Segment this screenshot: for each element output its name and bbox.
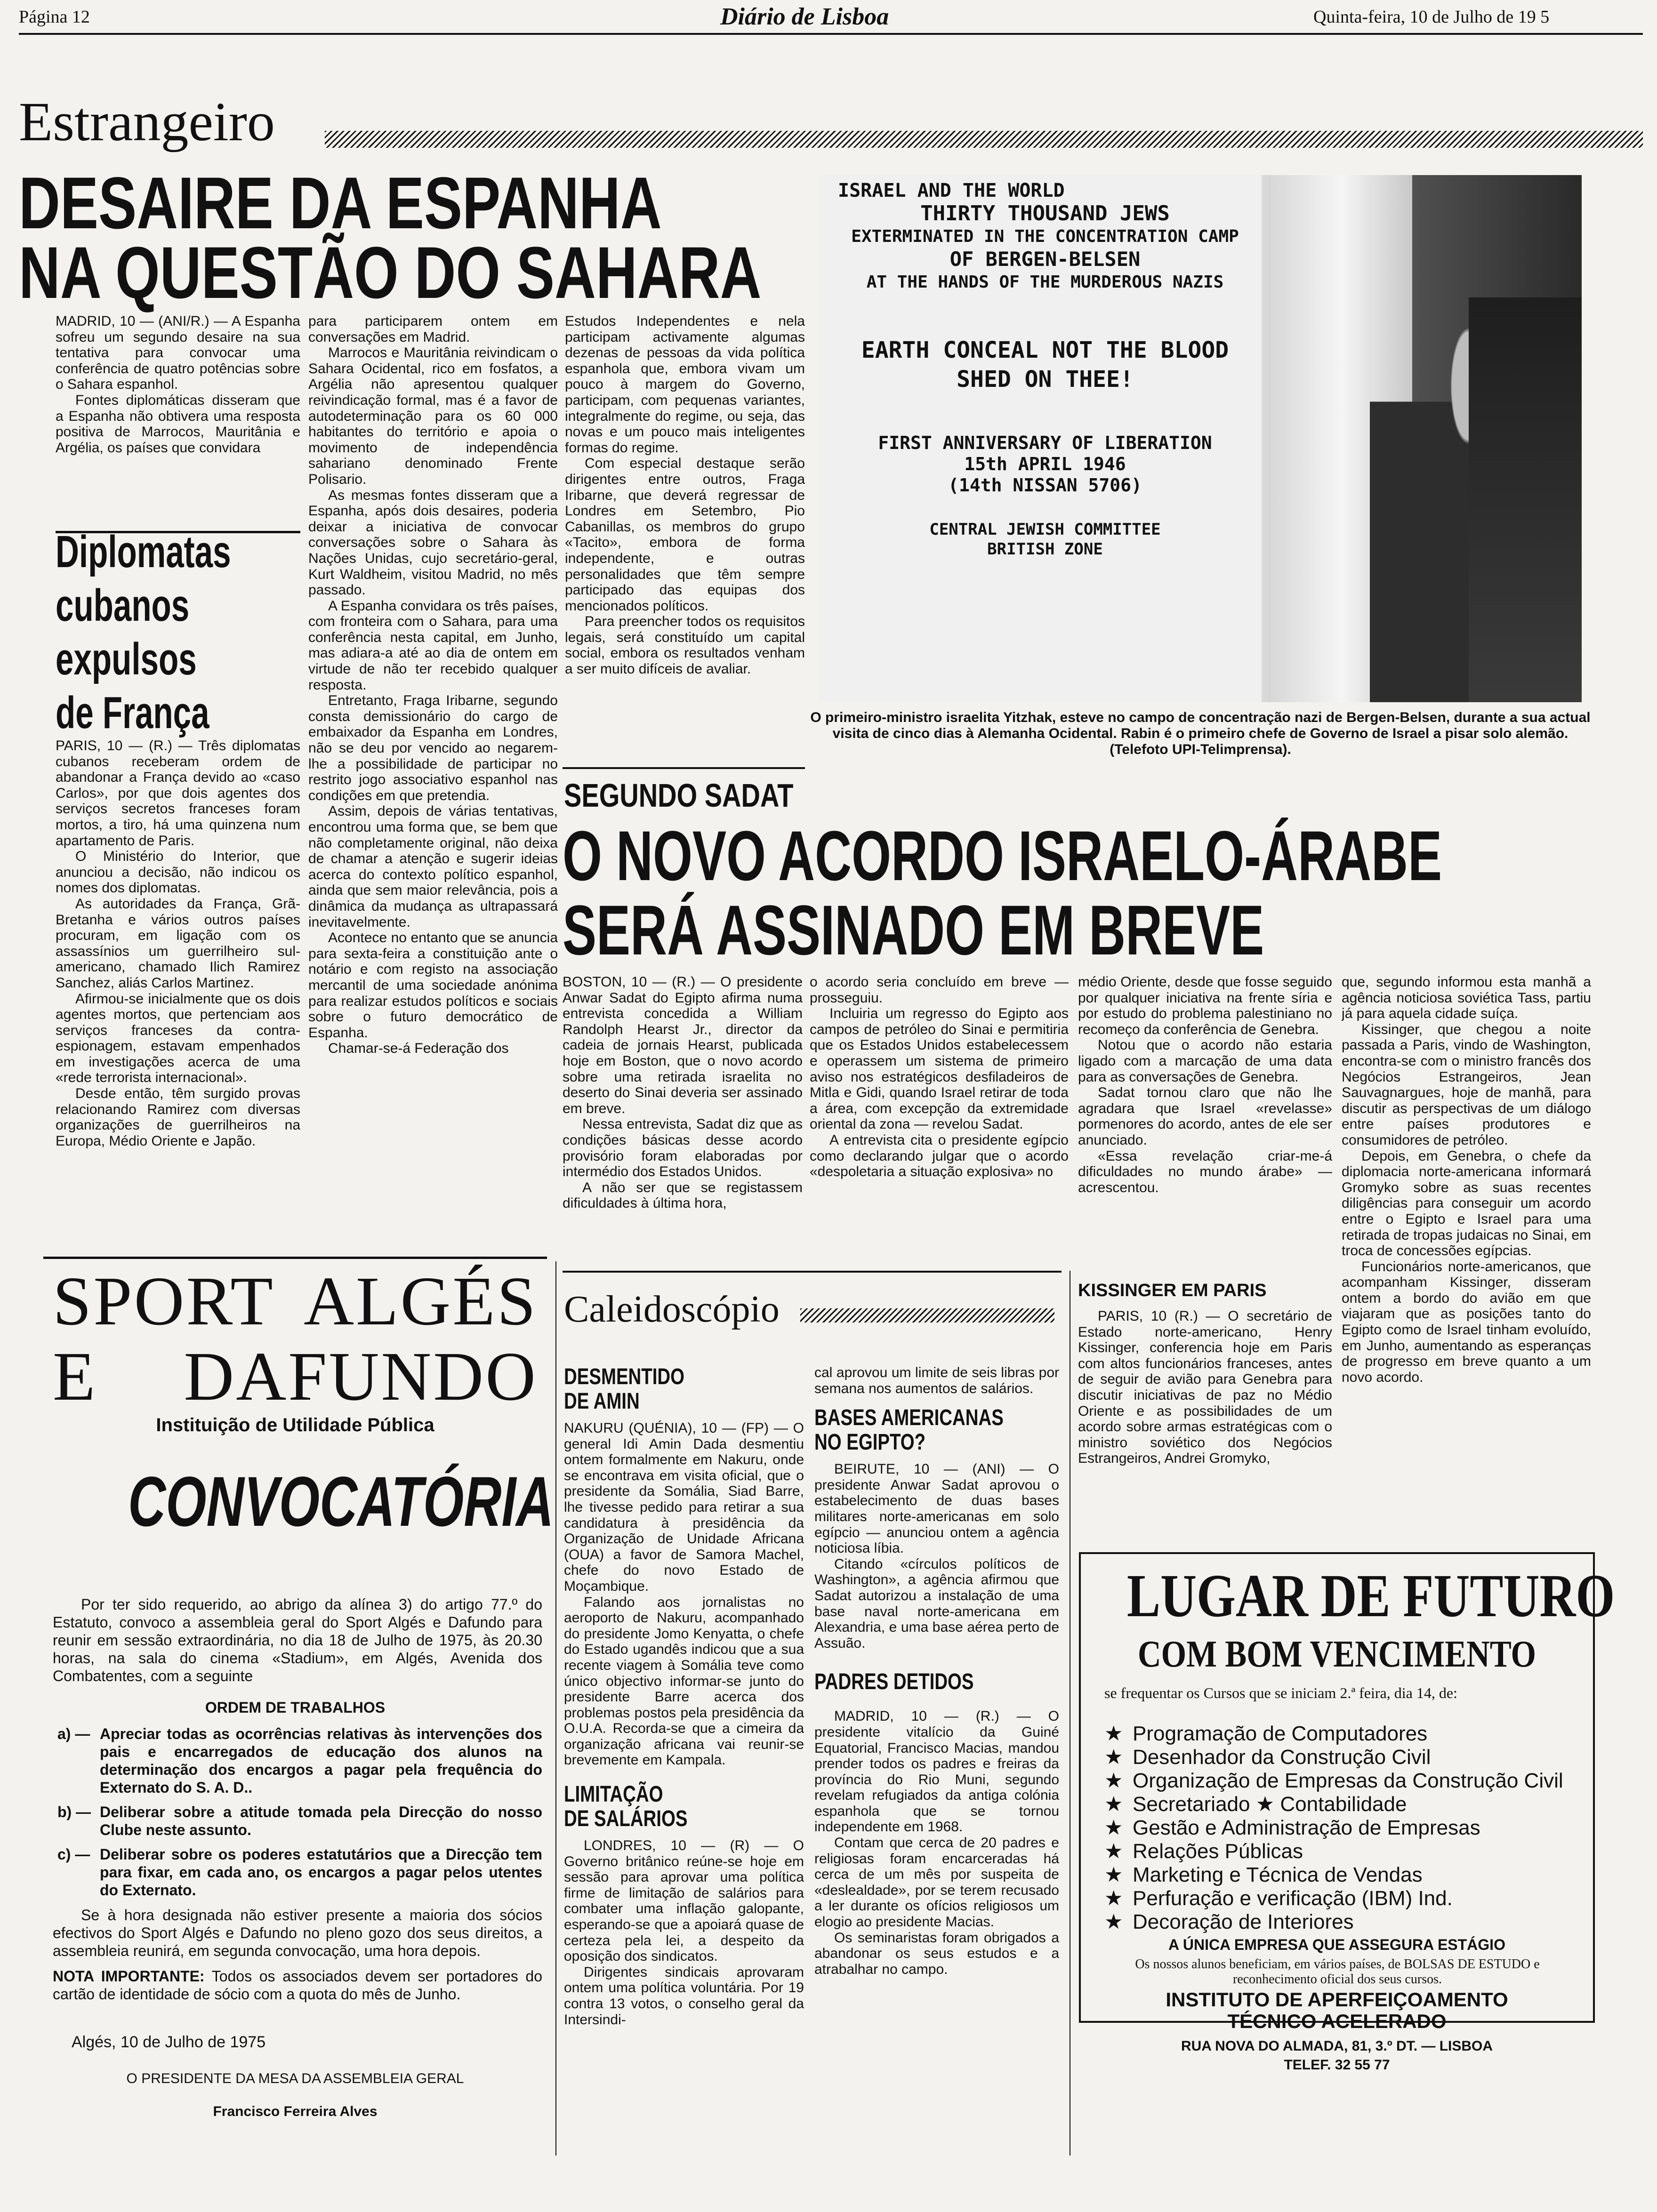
paragraph: Afirmou-se inicialmente que os dois agentes mortos, que pertenciam aos serviços franceses da contra-espionagem, estavam empenhados em investigações acerca de uma «rede terrorista internacional». — [56, 991, 300, 1086]
agenda-item-text: Apreciar todas as ocorrências relativas às intervenções dos pais e encarregados de educação dos alunos na determinação dos encargos a pagar pela frequência do Externato do S. A. D.. — [100, 1725, 542, 1796]
masthead-rule — [19, 33, 1643, 35]
sport-place-date: Algés, 10 de Julho de 1975 — [72, 2033, 266, 2051]
salarios-heading — [564, 1782, 756, 1831]
column-rule — [555, 1261, 556, 2156]
nota-text: Todos os associados devem ser portadores do cartão de identidade de sócio com a quota do mês de Junho. — [53, 1968, 543, 2003]
star-icon: ★ — [1104, 1769, 1123, 1792]
paragraph: NAKURU (QUÉNIA), 10 — (FP) — O general Idi Amin Dada desmentiu ontem formalmente em Nakuru, onde se encontrava em visita oficial, que o presidente da Somália, Siad Barre, lhe tivesse pedido para retirar a sua candidatura à presidência da Organização de Unidade Africana (OUA) a favor de Samora Machel, chefe do novo Estado de Moçambique. — [564, 1420, 804, 1594]
star-icon: ★ — [1104, 1840, 1123, 1863]
caleidoscopio-col-1 — [564, 1365, 804, 2160]
plaque-line: EXTERMINATED IN THE CONCENTRATION CAMP — [851, 227, 1239, 246]
heading-line: DE AMIN — [564, 1389, 640, 1414]
sadat-col-1 — [563, 974, 803, 1257]
issue-date: Quinta-feira, 10 de Julho de 19 5 — [1313, 7, 1550, 27]
paragraph: Estudos Independentes e nela participam activamente algumas dezenas de pessoas da vida política espanhola que, embora vivam um pouco à margem do Governo, participam, com pequenas variantes, integralmente do regime, ou seja, das novas e um pouco mais inteligentes formas do regime. — [565, 313, 805, 456]
heading-line: NO EGIPTO? — [814, 1430, 926, 1455]
paragraph: Para preencher todos os requisitos legais, será constituído um capital social, embora os resultados venham a ser muito difíceis de avaliar. — [565, 614, 805, 677]
sport-title-2: E DAFUNDO — [53, 1338, 538, 1415]
paragraph: Desde então, têm surgido provas relacionando Ramirez com diversas organizações de guerrilheiros na Europa, Médio Oriente e Japão. — [56, 1086, 300, 1149]
sport-signature-title: O PRESIDENTE DA MESA DA ASSEMBLEIA GERAL — [126, 2071, 464, 2086]
sport-top-rule — [43, 1257, 547, 1259]
sport-intro: Por ter sido requerido, ao abrigo da alínea 3) do artigo 77.º do Estatuto, convoco a assembleia geral do Sport Algés e Dafundo para reunir em sessão extraordinária, no dia 18 de Julho de 1975, às 20.30 horas, na sala do cinema «Stadium», em Algés, Avenida dos Combatentes, com a seguinte — [53, 1596, 542, 1684]
cuba-body — [56, 738, 300, 1246]
sadat-headline-1: O NOVO ACORDO ISRAELO-ÁRABE — [563, 816, 1442, 895]
caleidoscopio-col-2 — [814, 1365, 1059, 2160]
institute-phone: TELEF. 32 55 77 — [1284, 2057, 1390, 2073]
crowd-figures — [1469, 297, 1582, 702]
advert-bolsas: Os nossos alunos beneficiam, em vários países, de BOLSAS DE ESTUDO e reconhecimento oficial dos seus cursos. — [1135, 1957, 1540, 1987]
sadat-top-rule — [563, 767, 805, 769]
star-icon: ★ — [1104, 1746, 1123, 1769]
ordem-trabalhos: ORDEM DE TRABALHOS — [205, 1699, 386, 1716]
course-item — [1104, 1840, 1585, 1863]
heading-line: BASES AMERICANAS — [814, 1405, 1004, 1431]
paragraph: LONDRES, 10 — (R) — O Governo britânico reúne-se hoje em sessão para aprovar uma política firme de limitação de salários para combater uma inflação galopante, esperando-se que a apoiará quase de certeza pela lei, a despeito da oposição dos sindicatos. — [564, 1838, 804, 1964]
plaque-text — [828, 180, 1262, 559]
sport-title-1: SPORT ALGÉS — [53, 1263, 538, 1340]
course-label: Perfuração e verificação (IBM) Ind. — [1133, 1887, 1453, 1910]
star-icon: ★ — [1104, 1910, 1123, 1933]
paragraph: BOSTON, 10 — (R.) — O presidente Anwar Sadat do Egipto afirma numa entrevista concedida a William Randolph Hearst Jr., director da cadeia de jornais Hearst, publicada hoje em Boston, que o novo acordo sobre uma retirada israelita no deserto do Sinai deveria ser assinado em breve. — [563, 974, 803, 1116]
paragraph: MADRID, 10 — (ANI/R.) — A Espanha sofreu um segundo desaire na sua tentativa para convocar uma conferência de quatro potências sobre o Sahara espanhol. — [56, 313, 300, 393]
padres-heading: PADRES DETIDOS — [814, 1669, 974, 1695]
institute-address: RUA NOVA DO ALMADA, 81, 3.º DT. — LISBOA — [1181, 2038, 1493, 2054]
sahara-headline-2: NA QUESTÃO DO SAHARA — [19, 232, 762, 314]
paragraph: Dirigentes sindicais aprovaram ontem uma política voluntária. Por 19 contra 13 votos, o conselho geral da Intersindi- — [564, 1964, 804, 2028]
advert-unique: A ÚNICA EMPRESA QUE ASSEGURA ESTÁGIO — [1168, 1936, 1505, 1953]
sahara-headline-1: DESAIRE DA ESPANHA — [19, 162, 662, 244]
agenda-item-label: a) — — [57, 1725, 90, 1742]
paragraph: Entretanto, Fraga Iribarne, segundo consta demissionário do cargo de embaixador da Espanha em Londres, não se deu por vencido ao negarem-lhe a possibilidade de participar no restrito jogo associativo espanhol nas condições em que pretendia. — [308, 693, 558, 803]
kissinger-subhead: KISSINGER EM PARIS — [1078, 1281, 1267, 1300]
institute-name-1: INSTITUTO DE APERFEIÇOAMENTO — [1166, 1988, 1508, 2011]
paragraph: Com especial destaque serão dirigentes entre outros, Fraga Iribarne, que deverá regressar de Londres em Setembro, Pio Cabanillas, os membros do grupo «Tacito», embora de forma independente, e outras personalidades que têm sempre participado das equipas dos mencionados políticos. — [565, 456, 805, 614]
course-item — [1104, 1746, 1585, 1769]
course-item — [1104, 1864, 1585, 1886]
sport-nota — [53, 1967, 542, 2003]
agenda-item-label: c) — — [57, 1846, 90, 1863]
course-item — [1104, 1911, 1585, 1933]
paragraph: MADRID, 10 — (R.) — O presidente vitalício da Guiné Equatorial, Francisco Macias, mandou prender todos os padres e freiras da província do Rio Muni, segundo revelam refugiados da antiga colónia espanhola que se tornou independente em 1968. — [814, 1708, 1059, 1835]
paragraph: Depois, em Genebra, o chefe da diplomacia norte-americana informará Gromyko sobre as suas recentes diligências para conseguir um acordo entre o Egipto e Israel para uma retirada de tropas judaicas no Sinai, em troca de concessões egípcias. — [1342, 1148, 1591, 1259]
paragraph: BEIRUTE, 10 — (ANI) — O presidente Anwar Sadat aprovou o estabelecimento de duas bases militares norte-americanas em solo egípcio — anunciou ontem a agência noticiosa líbia. — [814, 1461, 1059, 1556]
headline-line: Diplomatas — [56, 527, 231, 577]
plaque-line: BRITISH ZONE — [987, 540, 1103, 559]
paragraph: Contam que cerca de 20 padres e religiosas foram encarceradas há cerca de um mês por suspeita de «deslealdade», por se terem recusado a ler durante os ofícios religiosos um elogio ao presidente Macias. — [814, 1835, 1059, 1930]
sport-notice-box — [43, 1257, 554, 2151]
sport-items — [57, 1725, 542, 1906]
heading-line: DESMENTIDO — [564, 1365, 685, 1389]
plaque-line: THIRTY THOUSAND JEWS — [920, 201, 1170, 225]
paragraph: A não ser que se registassem dificuldades à última hora, — [563, 1179, 803, 1211]
sahara-col-2 — [308, 313, 558, 1250]
sport-signature-name: Francisco Ferreira Alves — [213, 2104, 378, 2119]
paragraph: para participarem ontem em conversações em Madrid. — [308, 313, 558, 345]
sahara-col-3 — [565, 313, 805, 765]
plaque-line: CENTRAL JEWISH COMMITTEE — [929, 520, 1161, 539]
bergen-belsen-photo — [819, 175, 1582, 702]
paragraph: PARIS, 10 (R.) — O secretário de Estado norte-americano, Henry Kissinger, conferencia hoje em Paris com altos funcionários franceses, antes de seguir de avião para Genebra para discutir iniciativas de paz no Médio Oriente e as possibilidades de um acordo sobre armas estratégicas com o ministro soviético dos Negócios Estrangeiros, Andrei Gromyko, — [1078, 1308, 1332, 1467]
course-item — [1104, 1793, 1585, 1816]
course-label: Marketing e Técnica de Vendas — [1133, 1863, 1423, 1886]
sadat-col-2 — [810, 974, 1069, 1257]
advert-intro: se frequentar os Cursos que se iniciam 2.ª feira, dia 14, de: — [1104, 1684, 1457, 1701]
plaque-line: EARTH CONCEAL NOT THE BLOOD — [861, 337, 1229, 363]
course-list — [1104, 1723, 1585, 1934]
sadat-col-3 — [1078, 974, 1332, 1271]
course-label: Secretariado ★ Contabilidade — [1133, 1793, 1407, 1816]
agenda-item — [57, 1845, 542, 1899]
cuba-headline — [56, 525, 231, 740]
paragraph: Chamar-se-á Federação dos — [328, 1041, 509, 1057]
paragraph: cal aprovou um limite de seis libras por semana nos aumentos de salários. — [814, 1365, 1059, 1396]
paragraph: Marrocos e Mauritânia reivindicam o Sahara Ocidental, rico em fosfatos, a Argélia não apresentou qualquer reivindicação formal, mas é a favor de autodeterminação para os 60 000 habitantes do território e apoia o movimento de independência sahariano denominado Frente Polisario. — [308, 345, 558, 487]
advert-title-1: LUGAR DE FUTURO — [1126, 1562, 1615, 1630]
sport-para2: Se à hora designada não estiver presente a maioria dos sócios efectivos do Sport Algés e Dafundo no pleno gozo dos seus direitos, a assembleia reunirá, em segunda convocação, uma hora depois. — [53, 1907, 542, 1959]
star-icon: ★ — [1104, 1816, 1123, 1839]
star-icon: ★ — [1104, 1793, 1123, 1816]
paragraph: «Essa revelação criar-me-á dificuldades no mundo árabe» — acrescentou. — [1078, 1148, 1332, 1195]
sadat-col-3b — [1078, 1308, 1332, 1525]
photo-caption: O primeiro-ministro israelita Yitzhak, esteve no campo de concentração nazi de Bergen-Belsen, durante a sua actual visita de cinco dias à Alemanha Ocidental. Rabin é o primeiro chefe de Governo de Israel a pisar solo alemão. (Telefoto UPI-Telimprensa). — [810, 710, 1591, 757]
agenda-item — [57, 1725, 542, 1796]
paragraph: Falando aos jornalistas no aeroporto de Nakuru, acompanhado do presidente Jomo Kenyatta, o chefe do Estado ugandês indicou que a sua recente viagem à Somália teve como único objectivo informar-se junto do presidente Barre acerca dos problemas postos pela presidência da O.U.A. Recorda-se que a cimeira da organização africana vai reunir-se brevemente em Kampala. — [564, 1594, 804, 1768]
caleidoscopio-title: Caleidoscópio — [564, 1289, 780, 1330]
paragraph: O Ministério do Interior, que anunciou a decisão, não indicou os nomes dos diplomatas. — [56, 849, 300, 896]
agenda-item-text: Deliberar sobre a atitude tomada pela Direcção do nosso Clube neste assunto. — [100, 1803, 542, 1838]
star-icon: ★ — [1104, 1887, 1123, 1910]
course-item — [1104, 1817, 1585, 1839]
course-advert — [1079, 1552, 1615, 2023]
paragraph: Sadat tornou claro que não lhe agradara que Israel «revelasse» pormenores do acordo, antes de ele ser anunciado. — [1078, 1085, 1332, 1148]
paragraph: As mesmas fontes disseram que a Espanha, após dois desaires, poderia deixar a iniciativa de convocar conversações sobre o Sahara às Nações Unidas, cujo secretário-geral, Kurt Waldheim, visitou Madrid, no mês passado. — [308, 487, 558, 598]
course-label: Relações Públicas — [1133, 1840, 1303, 1863]
agenda-item-text: Deliberar sobre os poderes estatutários que a Direcção tem para fixar, em cada ano, os encargos a pagar pelos utentes do Externato. — [100, 1846, 542, 1899]
paragraph: A Espanha convidara os três países, com fronteira com o Sahara, para uma conferência nesta capital, em Junho, mas adiara-a até ao dia de ontem em virtude de não ter recebido qualquer resposta. — [308, 598, 558, 693]
paragraph: Nessa entrevista, Sadat diz que as condições básicas desse acordo provisório foram elaboradas por intermédio dos Estados Unidos. — [563, 1116, 803, 1180]
plaque-line: FIRST ANNIVERSARY OF LIBERATION — [878, 433, 1212, 453]
course-label: Programação de Computadores — [1133, 1722, 1428, 1745]
plaque-line: SHED ON THEE! — [957, 366, 1134, 393]
plaque-line: OF BERGEN-BELSEN — [949, 248, 1141, 271]
bases-heading — [814, 1406, 1010, 1455]
headline-line: expulsos — [56, 634, 197, 684]
headline-line: cubanos — [56, 580, 190, 631]
paragraph: Assim, depois de várias tentativas, encontrou uma forma que, se bem que não completamente original, não deixa de chamar a atenção e sugerir ideias acerca do contexto político espanhol, ainda que sem maior relevância, pois a dinâmica da mudança as ultrapassará inevitavelmente. — [308, 803, 558, 930]
headline-line: de França — [56, 688, 209, 738]
paragraph: o acordo seria concluído em breve — prosseguiu. — [810, 974, 1069, 1006]
paragraph: médio Oriente, desde que fosse seguido por qualquer iniciativa na frente síria e por estudo do problema palestiniano no recomeço da conferência de Genebra. — [1078, 974, 1332, 1037]
course-label: Gestão e Administração de Empresas — [1133, 1816, 1480, 1839]
paragraph: Citando «círculos políticos de Washington», a agência afirmou que Sadat autorizou a instalação de uma base naval norte-americana em Alexandria, e uma base aérea perto de Assuão. — [814, 1556, 1059, 1651]
nota-label: NOTA IMPORTANTE: — [53, 1968, 205, 1985]
paragraph: As autoridades da França, Grã-Bretanha e vários outros países procuram, em ligação com os assassínios um guerrilheiro sul-americano, chamado Ilich Ramirez Sanchez, aliás Carlos Martinez. — [56, 896, 300, 991]
agenda-item — [57, 1803, 542, 1839]
paper-name: Diário de Lisboa — [720, 3, 889, 30]
paragraph: que, segundo informou esta manhã a agência noticiosa soviética Tass, partiu já para aquela cidade suíça. — [1342, 974, 1591, 1022]
heading-line: LIMITAÇÃO — [564, 1782, 663, 1807]
paragraph: A entrevista cita o presidente egípcio como declarando julgar que o acordo «despoletaria a situação explosiva» no — [810, 1132, 1069, 1180]
star-icon: ★ — [1104, 1863, 1123, 1886]
course-item — [1104, 1887, 1585, 1910]
paragraph: Incluiria um regresso do Egipto aos campos de petróleo do Sinai e permitiria que os Estados Unidos estabelecessem e operassem um sistema de primeiro aviso nos estratégicos desfiladeiros de Mitla e Gidi, quando Israel retirar de toda a área, com excepção da extremidade oriental da zona — revelou Sadat. — [810, 1006, 1069, 1132]
plaque-line: ISRAEL AND THE WORLD — [838, 180, 1065, 201]
page-number: Página 12 — [19, 7, 90, 27]
paragraph: Notou que o acordo não estaria ligado com a marcação de uma data para as conversações de Genebra. — [1078, 1037, 1332, 1085]
course-label: Decoração de Interiores — [1133, 1910, 1354, 1933]
sadat-kicker: SEGUNDO SADAT — [564, 777, 794, 814]
course-item — [1104, 1723, 1585, 1745]
plaque-line: 15th APRIL 1946 — [964, 454, 1126, 474]
paragraph: Funcionários norte-americanos, que acompanham Kissinger, disseram ontem a bordo do avião em que viajaram que as posições tanto do Egipto como de Israel tinham evoluído, em Junho, aumentando as esperanças de progresso em breve quanto a um novo acordo. — [1342, 1258, 1591, 1385]
agenda-item-label: b) — — [57, 1803, 91, 1820]
section-hatch — [325, 131, 1643, 148]
sahara-col-1 — [56, 313, 300, 530]
amin-heading — [564, 1365, 756, 1414]
paragraph: Fontes diplomáticas disseram que a Espanha não obtivera uma resposta positiva de Marrocos, Mauritânia e Argélia, os países que convidara — [56, 392, 300, 456]
plaque-line: (14th NISSAN 5706) — [948, 475, 1142, 496]
star-icon: ★ — [1104, 1722, 1123, 1745]
course-label: Organização de Empresas da Construção Civil — [1133, 1769, 1563, 1792]
paragraph: Acontece no entanto que se anuncia para sexta-feira a constituição ante o notário e com registo na associação mercantil de uma sociedade anónima para realizar estudos políticos e sociais sobre o futuro democrático de Espanha. — [308, 930, 558, 1041]
sadat-col-4 — [1342, 974, 1591, 1525]
institute-name-2: TÉCNICO ACELERADO — [1227, 2010, 1447, 2032]
plaque-line: AT THE HANDS OF THE MURDEROUS NAZIS — [866, 272, 1224, 292]
advert-title-2: COM BOM VENCIMENTO — [1137, 1634, 1536, 1675]
paragraph: Kissinger, que chegou a noite passada a Paris, vindo de Washington, encontra-se com o ministro francês dos Negócios Estrangeiros, Jean Sauvagnargues, hoje de manhã, para discutir as perspectivas de um diálogo entre países produtores e consumidores de petróleo. — [1342, 1021, 1591, 1148]
sadat-headline-2: SERÁ ASSINADO EM BREVE — [563, 890, 1264, 970]
section-title: Estrangeiro — [19, 91, 275, 152]
course-label: Desenhador da Construção Civil — [1133, 1746, 1431, 1769]
caleidoscopio-hatch — [800, 1308, 1054, 1322]
convocatoria-title: CONVOCATÓRIA — [128, 1462, 554, 1541]
paragraph: Os seminaristas foram obrigados a abandonar os seus estudos e a atrabalhar no campo. — [814, 1930, 1059, 1977]
heading-line: DE SALÁRIOS — [564, 1806, 688, 1832]
course-item — [1104, 1770, 1585, 1792]
paragraph: PARIS, 10 — (R.) — Três diplomatas cubanos receberam ordem de abandonar a França devido ao «caso Carlos», por que dois agentes dos serviços secretos franceses foram mortos, a tiro, há uma quinzena num apartamento de Paris. — [56, 738, 300, 849]
caleidoscopio-top-rule — [563, 1271, 1062, 1273]
sport-subtitle: Instituição de Utilidade Pública — [156, 1415, 434, 1435]
